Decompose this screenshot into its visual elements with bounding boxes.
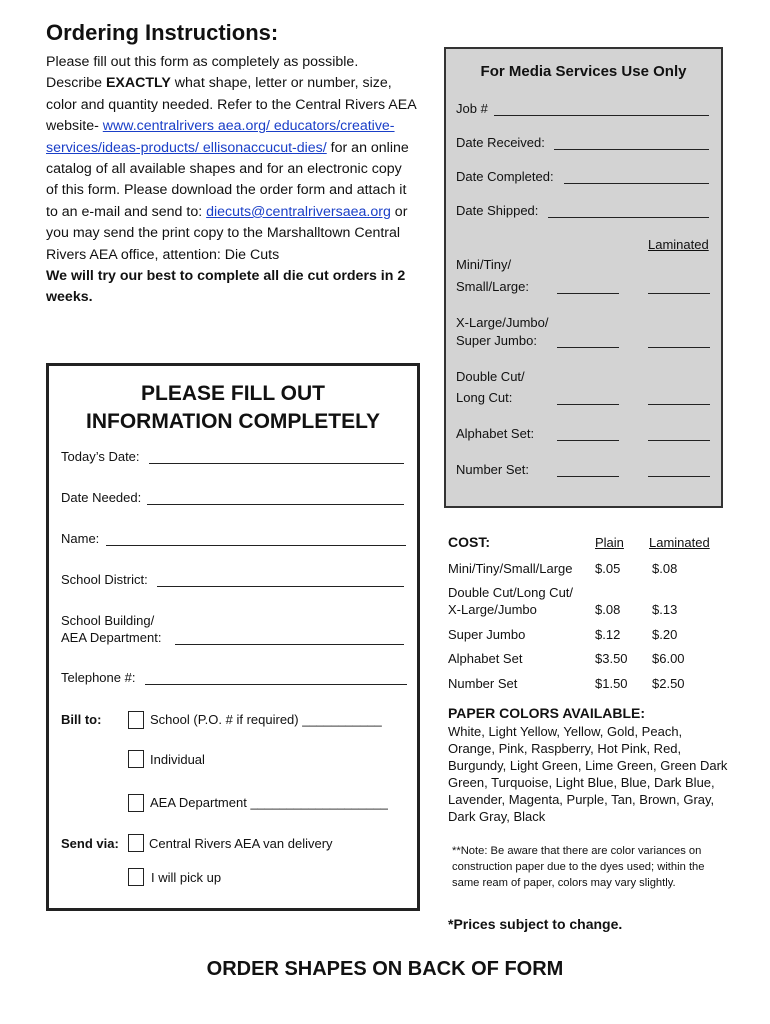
send-pickup-label: I will pick up <box>151 870 222 885</box>
bill-aea-checkbox[interactable] <box>128 794 144 812</box>
date-received-label: Date Received: <box>456 135 545 150</box>
cost-row-label: Mini/Tiny/Small/Large <box>448 561 573 576</box>
number-set-laminated-line[interactable] <box>648 476 710 477</box>
date-needed-field[interactable] <box>147 504 404 505</box>
date-received-line[interactable] <box>554 149 709 150</box>
instructions-p1: Please fill out this form as completely as possible. Describe <box>46 54 359 92</box>
date-completed-label: Date Completed: <box>456 169 554 184</box>
name-field[interactable] <box>106 545 406 546</box>
email-link[interactable]: diecuts@centralriversaea.org <box>206 203 391 220</box>
bill-school-label: School (P.O. # if required) ___________ <box>150 712 382 727</box>
small-large-label: Small/Large: <box>456 279 529 294</box>
cost-row-label: Alphabet Set <box>448 651 523 666</box>
fill-out-heading-line1: PLEASE FILL OUT <box>141 382 325 405</box>
cost-row-plain: $1.50 <box>595 676 628 691</box>
school-building-field[interactable] <box>175 644 404 645</box>
cost-row-plain: $.05 <box>595 561 621 576</box>
bill-individual-label: Individual <box>150 752 205 767</box>
alphabet-set-label: Alphabet Set: <box>456 426 535 441</box>
bill-individual-checkbox[interactable] <box>128 750 144 768</box>
customer-info-box <box>46 363 420 911</box>
instructions-emphasis: EXACTLY <box>105 75 171 92</box>
cost-row-laminated: $.08 <box>652 561 678 576</box>
cost-row-laminated: $6.00 <box>652 651 685 666</box>
cost-row-laminated: $2.50 <box>652 676 685 691</box>
long-cut-plain-line[interactable] <box>557 404 619 405</box>
mini-tiny-label: Mini/Tiny/ <box>456 257 512 272</box>
school-district-label: School District: <box>61 572 148 587</box>
paper-colors-title: PAPER COLORS AVAILABLE: <box>448 705 646 721</box>
cost-row-label: Super Jumbo <box>448 627 526 642</box>
instructions-text <box>46 52 416 309</box>
aea-department-label: AEA Department: <box>61 630 162 645</box>
cost-row-laminated: $.20 <box>652 627 678 642</box>
super-jumbo-plain-line[interactable] <box>557 347 619 348</box>
alphabet-set-laminated-line[interactable] <box>648 440 710 441</box>
order-shapes-footer: ORDER SHAPES ON BACK OF FORM <box>206 958 564 980</box>
page-title: Ordering Instructions: <box>46 20 279 45</box>
website-link[interactable]: www.centralrivers aea.org/ educators/creative-services/ideas-products/ ellisonaccucut-dies/ <box>46 118 395 156</box>
school-district-field[interactable] <box>157 586 404 587</box>
school-building-label: School Building/ <box>61 613 155 628</box>
bill-aea-label: AEA Department ___________________ <box>150 795 388 810</box>
bill-to-label: Bill to: <box>61 712 102 727</box>
date-completed-line[interactable] <box>564 183 709 184</box>
bill-school-checkbox[interactable] <box>128 711 144 729</box>
long-cut-label: Long Cut: <box>456 390 513 405</box>
job-number-line[interactable] <box>494 115 709 116</box>
long-cut-laminated-line[interactable] <box>648 404 710 405</box>
instructions-p2: for an online catalog of all available shapes and for an electronic copy of this form. Please download the order form and attach it to an e-mail and send to: <box>46 139 409 220</box>
instructions-p3: or you may send the print copy to the Marshalltown Central Rivers AEA office, attention: Die Cuts <box>46 203 408 263</box>
double-cut-label: Double Cut/ <box>456 369 525 384</box>
cost-laminated-header: Laminated <box>649 535 710 550</box>
color-variance-note: **Note: Be aware that there are color variances on construction paper due to the dyes used; within the same ream of paper, colors may vary slightly. <box>452 845 705 889</box>
send-van-checkbox[interactable] <box>128 834 144 852</box>
paper-colors-list: White, Light Yellow, Yellow, Gold, Peach, Orange, Pink, Raspberry, Hot Pink, Red, Burgundy, Light Green, Lime Green, Green Dark Green, Turquoise, Light Blue, Blue, Dark Blue, Lavender, Magenta, Purple, Tan, Brown, Gray, Dark Gray, Black <box>448 724 728 825</box>
cost-title: COST: <box>448 534 490 550</box>
name-label: Name: <box>61 531 100 546</box>
super-jumbo-label: Super Jumbo: <box>456 333 537 348</box>
small-large-plain-line[interactable] <box>557 293 619 294</box>
media-services-box <box>444 47 723 508</box>
telephone-label: Telephone #: <box>61 670 136 685</box>
cost-row-plain: $.12 <box>595 627 621 642</box>
number-set-label: Number Set: <box>456 462 529 477</box>
job-number-label: Job # <box>456 101 488 116</box>
fill-out-heading-line2: INFORMATION COMPLETELY <box>86 410 380 433</box>
cost-row-label-2: X-Large/Jumbo <box>448 602 537 617</box>
telephone-field[interactable] <box>145 684 407 685</box>
prices-note: *Prices subject to change. <box>448 916 623 932</box>
cost-plain-header: Plain <box>595 535 624 550</box>
cost-row-label: Number Set <box>448 676 518 691</box>
cost-row-plain: $.08 <box>595 602 621 617</box>
todays-date-field[interactable] <box>149 463 404 464</box>
turnaround-note: We will try our best to complete all die cut orders in 2 weeks. <box>46 268 406 306</box>
cost-row-label: Double Cut/Long Cut/ <box>448 585 574 600</box>
cost-row-plain: $3.50 <box>595 651 628 666</box>
date-shipped-line[interactable] <box>548 217 709 218</box>
instructions-p1b: what shape, letter or number, size, color and quantity needed. Refer to the Central Rivers AEA website- <box>46 75 416 135</box>
date-shipped-label: Date Shipped: <box>456 203 539 218</box>
send-via-label: Send via: <box>61 836 119 851</box>
fill-out-heading <box>49 380 417 436</box>
media-services-title: For Media Services Use Only <box>480 63 687 80</box>
alphabet-set-plain-line[interactable] <box>557 440 619 441</box>
xlarge-jumbo-label: X-Large/Jumbo/ <box>456 315 549 330</box>
send-pickup-checkbox[interactable] <box>128 868 144 886</box>
small-large-laminated-line[interactable] <box>648 293 710 294</box>
send-van-label: Central Rivers AEA van delivery <box>149 836 333 851</box>
date-needed-label: Date Needed: <box>61 490 142 505</box>
laminated-column-header: Laminated <box>648 237 709 252</box>
todays-date-label: Today’s Date: <box>61 449 140 464</box>
number-set-plain-line[interactable] <box>557 476 619 477</box>
super-jumbo-laminated-line[interactable] <box>648 347 710 348</box>
cost-row-laminated: $.13 <box>652 602 678 617</box>
